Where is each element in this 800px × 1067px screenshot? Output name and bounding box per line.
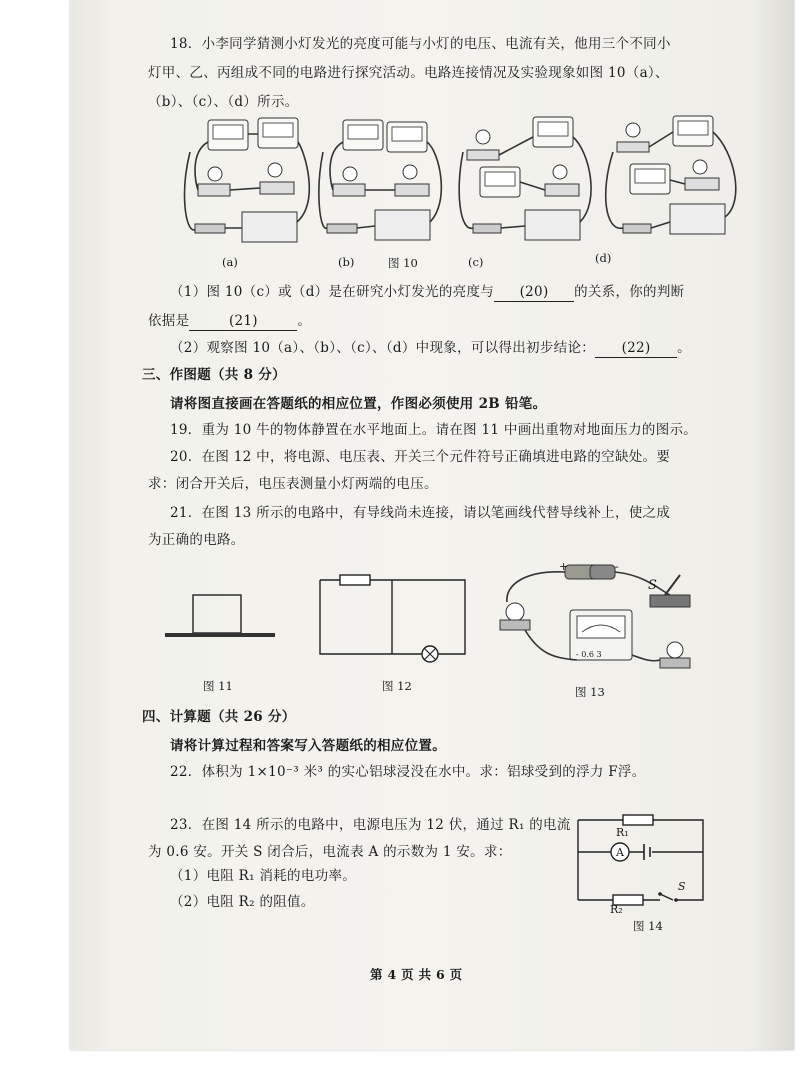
q18-sub1 — [170, 283, 684, 302]
fig12-caption: 图 12 — [382, 679, 412, 693]
q20-line2: 求：闭合开关后，电压表测量小灯两端的电压。 — [148, 476, 438, 492]
fig11-caption: 图 11 — [203, 679, 233, 693]
section-4-title: 四、计算题（共 26 分） — [142, 709, 296, 725]
q18-sub2-pre: （2）观察图 10（a）、（b）、（c）、（d）中现象，可以得出初步结论： — [170, 340, 596, 356]
figure-10b — [319, 120, 441, 240]
blank-21: (21) — [189, 312, 297, 331]
q23-line1: 23．在图 14 所示的电路中，电源电压为 12 伏，通过 R₁ 的电流 — [170, 817, 571, 833]
section-4-instruction: 请将计算过程和答案写入答题纸的相应位置。 — [170, 738, 446, 754]
figure-10a — [185, 118, 310, 242]
figure-13-real-circuit — [495, 560, 725, 675]
fig13-minus: - — [615, 560, 619, 573]
fig13-ammeter-terminals: - 0.6 3 — [576, 650, 602, 659]
fig13-switch-label: S — [648, 578, 657, 593]
section-3-title: 三、作图题（共 8 分） — [142, 367, 286, 383]
q23-sub1: （1）电阻 R₁ 消耗的电功率。 — [170, 868, 357, 884]
q18-sub1-basis: 依据是 — [148, 313, 190, 329]
q21-line2: 为正确的电路。 — [148, 532, 245, 548]
exam-page — [70, 0, 794, 1050]
q21-line1: 21．在图 13 所示的电路中，有导线尚未连接，请以笔画线代替导线补上，使之成 — [170, 505, 671, 521]
figure-11-block-on-ground — [165, 590, 290, 650]
fig14-r1-label: R₁ — [616, 826, 629, 839]
fig14-r2-label: R₂ — [610, 903, 623, 916]
fig10-label-c: (c) — [468, 255, 484, 269]
q18-sub2 — [170, 339, 691, 358]
page-number: 第 4 页 共 6 页 — [370, 967, 463, 982]
q20-line1: 20．在图 12 中，将电源、电压表、开关三个元件符号正确填进电路的空缺处。要 — [170, 449, 671, 465]
fig13-plus: + — [559, 560, 569, 573]
fig13-caption: 图 13 — [575, 685, 605, 699]
blank-20: (20) — [494, 283, 574, 302]
q19: 19．重为 10 牛的物体静置在水平地面上。请在图 11 中画出重物对地面压力的图示。 — [170, 422, 698, 438]
figure-10d — [606, 116, 736, 234]
q18-line2: 灯甲、乙、丙组成不同的电路进行探究活动。电路连接情况及实验现象如图 10（a）、 — [148, 65, 669, 81]
figure-12-circuit — [320, 572, 465, 667]
figure-14-circuit — [578, 812, 703, 912]
fig10-label-d: (d) — [595, 251, 612, 265]
q23-line2: 为 0.6 安。开关 S 闭合后，电流表 A 的示数为 1 安。求： — [148, 844, 512, 860]
fig14-caption: 图 14 — [633, 919, 663, 933]
fig14-ammeter-symbol: A — [616, 846, 624, 859]
fig10-title: 图 10 — [388, 256, 418, 270]
section-3-instruction: 请将图直接画在答题纸的相应位置，作图必须使用 2B 铅笔。 — [170, 396, 547, 412]
fig14-switch-label: S — [678, 880, 686, 893]
q18-sub1-pre: （1）图 10（c）或（d）是在研究小灯发光的亮度与 — [170, 284, 495, 300]
fig10-label-a: (a) — [222, 255, 238, 269]
q23-sub2: （2）电阻 R₂ 的阻值。 — [170, 894, 315, 910]
q18-line3: （b）、（c）、（d）所示。 — [148, 94, 299, 110]
q18-sub1-post: 的关系，你的判断 — [574, 284, 685, 300]
q18-sub1-line2 — [148, 312, 311, 331]
fig10-label-b: (b) — [338, 255, 355, 269]
q18-sub1-period: 。 — [297, 313, 312, 329]
q22: 22．体积为 1×10⁻³ 米³ 的实心铝球浸没在水中。求：铝球受到的浮力 F浮。 — [170, 764, 646, 780]
blank-22: (22) — [595, 339, 677, 358]
q18-sub2-period: 。 — [677, 340, 691, 356]
q18-line1: 18．小李同学猜测小灯发光的亮度可能与小灯的电压、电流有关，他用三个不同小 — [170, 36, 671, 52]
figure-10c — [459, 117, 591, 240]
figure-10-circuits — [180, 112, 740, 257]
